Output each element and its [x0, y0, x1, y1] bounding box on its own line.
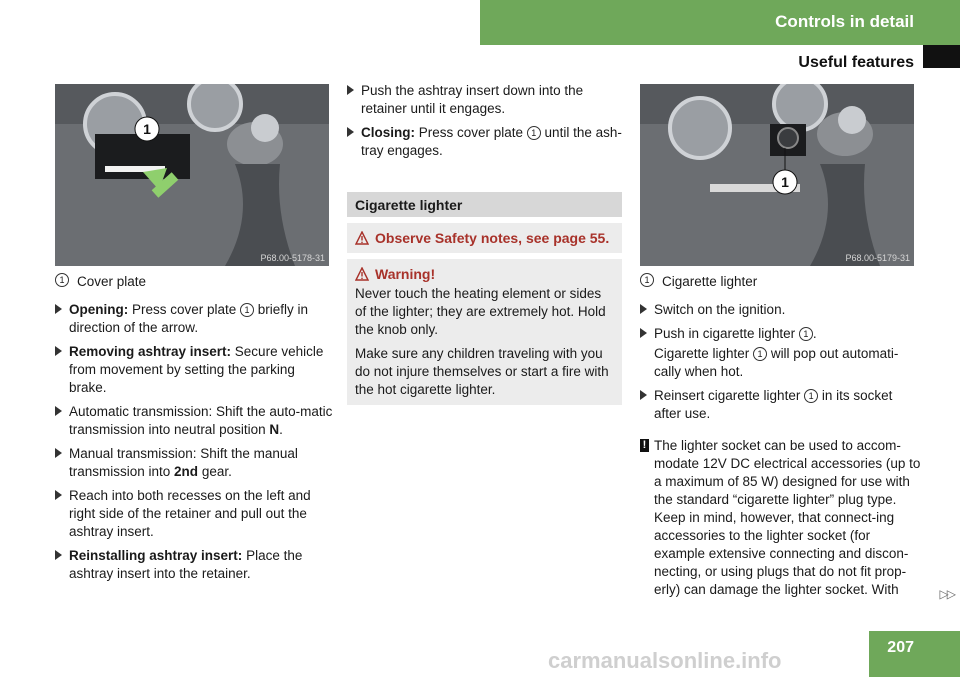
photo-callout-1: 1	[143, 121, 151, 137]
warning-paragraph: Never touch the heating element or sides of the lighter; they are extremely hot. Hold the knob only.	[355, 286, 606, 337]
item-lead: Closing:	[361, 125, 415, 140]
item-text: Reach into both recesses on the left and right side of the retainer and pull out the ashtray insert.	[69, 488, 311, 539]
item-text: .	[812, 326, 817, 341]
watermark: carmanualsonline.info	[548, 648, 782, 673]
ashtray-photo	[55, 84, 329, 266]
item-text: Reinsert cigarette lighter	[654, 388, 805, 403]
callout-number: 1	[240, 303, 254, 317]
item-text: Cigarette lighter	[654, 346, 754, 361]
header-marker	[923, 45, 960, 68]
warning-paragraph: Make sure any children traveling with you do not injure themselves or start a fire with the hot cigarette lighter.	[355, 346, 609, 397]
figure-caption	[640, 273, 922, 291]
bullet-arrow-icon	[640, 328, 647, 338]
caution-note	[640, 437, 922, 599]
caption-number: 1	[55, 273, 69, 287]
item-lead: Opening:	[69, 302, 129, 317]
photo-code: P68.00-5178-31	[260, 253, 325, 263]
list-item	[347, 124, 622, 160]
photo-callout-1: 1	[781, 174, 789, 190]
photo-code: P68.00-5179-31	[845, 253, 910, 263]
item-text: briefly in direction of the arrow.	[69, 302, 309, 335]
list-item	[55, 547, 333, 583]
warning-heading	[355, 265, 614, 283]
item-text: in its socket after use.	[654, 388, 893, 421]
safety-note-box	[347, 223, 622, 253]
item-text: Secure vehicle from movement by setting the parking brake.	[69, 344, 324, 395]
bullet-arrow-icon	[55, 346, 62, 356]
figure-caption	[55, 273, 333, 291]
item-text: Press cover plate	[415, 125, 527, 140]
caption-text: Cigarette lighter	[662, 274, 758, 289]
lighter-illustration	[640, 84, 914, 266]
item-lead: Reinstalling ashtray insert:	[69, 548, 243, 563]
caption-text: Cover plate	[77, 274, 147, 289]
page-number-box	[869, 631, 960, 677]
bullet-arrow-icon	[55, 490, 62, 500]
item-text: will pop out automati-cally when hot.	[654, 346, 899, 379]
section-heading: Cigarette lighter	[347, 192, 622, 217]
bullet-arrow-icon	[55, 304, 62, 314]
item-text: Switch on the ignition.	[654, 302, 786, 317]
bullet-arrow-icon	[640, 390, 647, 400]
item-result	[640, 345, 922, 381]
section-title: Controls in detail	[775, 12, 914, 31]
callout-number: 1	[804, 389, 818, 403]
item-text: gear.	[198, 464, 232, 479]
caption-number: 1	[640, 273, 654, 287]
warning-box	[347, 259, 622, 405]
left-column	[55, 273, 333, 589]
bullet-arrow-icon	[55, 448, 62, 458]
list-item	[640, 325, 922, 343]
item-text: Place the ashtray insert into the retainer.	[69, 548, 303, 581]
bullet-arrow-icon	[347, 85, 354, 95]
middle-column	[347, 82, 622, 405]
safety-note	[355, 229, 614, 247]
item-text: Push in cigarette lighter	[654, 326, 799, 341]
item-emphasis: N	[269, 422, 280, 437]
list-item	[640, 387, 922, 423]
continue-icon: ▷▷	[939, 587, 954, 601]
subsection-title: Useful features	[798, 54, 914, 71]
list-item	[55, 403, 333, 439]
list-item	[640, 301, 922, 319]
item-emphasis: 2nd	[174, 464, 199, 479]
ashtray-illustration	[55, 84, 329, 266]
warning-triangle-icon	[355, 231, 369, 245]
item-text: Manual transmission: Shift the manual transmission into	[69, 446, 298, 479]
list-item	[55, 301, 333, 337]
item-text: Automatic transmission: Shift the auto-matic transmission into neutral position	[69, 404, 333, 437]
bullet-arrow-icon	[55, 406, 62, 416]
item-text: .	[279, 422, 283, 437]
note-text: The lighter socket can be used to accom-modate 12V DC electrical accessories (up to a maximum of 85 W) designed for use with the standard “cigarette lighter” plug type. Keep in mind, however, that connect-ing accessories to the lighter socket (for example extensive connecting and discon-necting, or using plugs that do not fit prop-erly) can damage the lighter socket. With	[654, 438, 921, 597]
safety-note-text[interactable]: Observe Safety notes, see page 55.	[375, 230, 610, 246]
warning-triangle-icon	[355, 267, 369, 281]
bullet-arrow-icon	[347, 127, 354, 137]
right-column	[640, 273, 922, 599]
item-text: Push the ashtray insert down into the retainer until it engages.	[361, 83, 584, 116]
item-text: until the ash-tray engages.	[361, 125, 622, 158]
bullet-arrow-icon	[640, 304, 647, 314]
warning-title: Warning!	[375, 266, 436, 282]
caution-icon: !	[640, 439, 649, 452]
page-number: 207	[887, 639, 914, 656]
list-item	[55, 445, 333, 481]
callout-number: 1	[753, 347, 767, 361]
list-item	[55, 343, 333, 397]
callout-number: 1	[527, 126, 541, 140]
bullet-arrow-icon	[55, 550, 62, 560]
callout-number: 1	[799, 327, 813, 341]
list-item	[347, 82, 622, 118]
list-item	[55, 487, 333, 541]
item-text: Press cover plate	[128, 302, 241, 317]
cigarette-lighter-photo	[640, 84, 914, 266]
item-lead: Removing ashtray insert:	[69, 344, 232, 359]
cigarette-lighter-section	[347, 192, 622, 405]
